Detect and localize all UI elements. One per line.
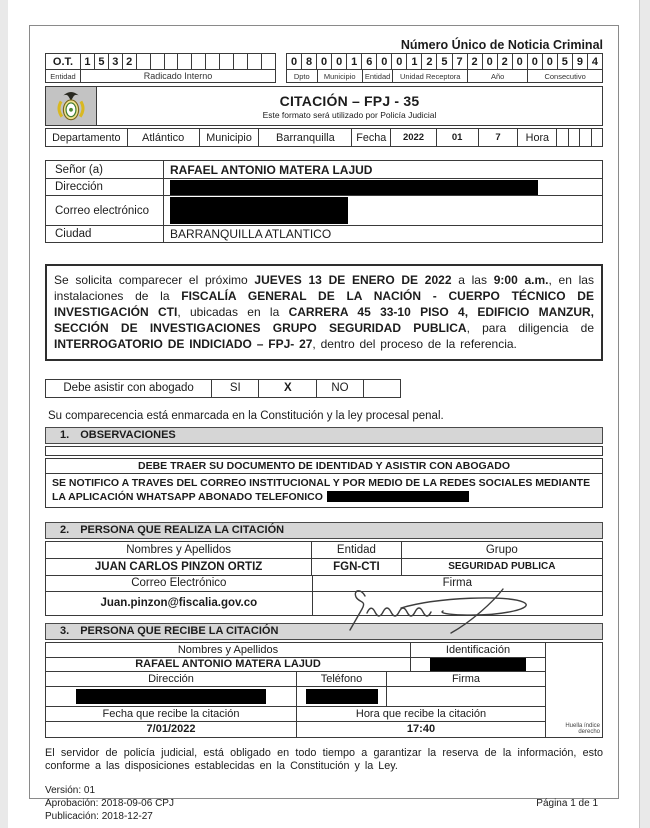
ciudad-value: BARRANQUILLA ATLANTICO xyxy=(170,227,332,241)
direccion-label: Dirección xyxy=(46,179,164,195)
version-block xyxy=(45,784,603,823)
ot-digit xyxy=(164,54,178,69)
nunc-digit: 0 xyxy=(512,54,527,69)
firma-value xyxy=(386,687,545,706)
ot-digit: 5 xyxy=(94,54,108,69)
entidad-label: Entidad xyxy=(311,542,400,558)
municipio-value: Barranquilla xyxy=(258,129,351,146)
huella-label: Huella índice derecho xyxy=(565,722,600,735)
form-title: CITACIÓN – FPJ - 35 xyxy=(279,92,420,109)
realiza-values-row xyxy=(46,558,602,575)
version-line: Versión: 01 xyxy=(45,784,96,796)
nunc-group-municipio: Municipio xyxy=(317,70,362,82)
nunc-digit: 5 xyxy=(557,54,572,69)
abogado-si-mark: X xyxy=(258,380,316,397)
ot-digit: 1 xyxy=(80,54,94,69)
direccion-value xyxy=(164,179,602,195)
nunc-digit: 2 xyxy=(497,54,512,69)
correo-electronico-value: Juan.pinzon@fiscalia.gov.co xyxy=(100,597,258,610)
section-number: 2. xyxy=(60,524,70,537)
summons-box xyxy=(45,264,603,361)
title-cell xyxy=(97,87,602,125)
form-subtitle: Este formato será utilizado por Policía Judicial xyxy=(262,109,437,120)
nunc-digit: 0 xyxy=(482,54,497,69)
reserva-paragraph: El servidor de policía judicial, está obligado en todo tiempo a garantizar la reserva de la información, esto conforme a las disposiciones establecidas en la Constitución y la Ley. xyxy=(45,746,603,773)
nunc-group-ano: Año xyxy=(467,70,527,82)
realiza-header-row xyxy=(46,542,602,558)
hora-label: Hora xyxy=(517,129,556,146)
observacion-line-2 xyxy=(46,474,602,507)
departamento-label: Departamento xyxy=(52,131,121,144)
correo-redaction xyxy=(170,197,348,224)
fiscalia-coat-of-arms-icon xyxy=(46,87,97,125)
nunc-digit: 0 xyxy=(290,55,298,68)
realiza-correo-header-row xyxy=(46,575,602,591)
meta-row xyxy=(45,128,603,147)
realiza-correo-values-row xyxy=(46,591,602,615)
ot-digit xyxy=(219,54,233,69)
hora-box xyxy=(556,129,567,146)
fecha-label: Fecha xyxy=(351,129,390,146)
direccion-redaction xyxy=(76,689,266,704)
aprobacion-line: Aprobación: 2018-09-06 CPJ xyxy=(45,797,174,809)
ot-digit xyxy=(191,54,205,69)
identificacion-redaction xyxy=(430,658,526,671)
nombres-apellidos-label: Nombres y Apellidos xyxy=(177,643,279,656)
observaciones-box xyxy=(45,458,603,508)
recipient-table xyxy=(45,160,603,243)
ot-table xyxy=(45,53,276,83)
section-title: PERSONA QUE RECIBE LA CITACIÓN xyxy=(80,625,279,638)
municipio-label: Municipio xyxy=(199,129,259,146)
fecha-month: 01 xyxy=(436,129,478,146)
fecha-recibe-value: 7/01/2022 xyxy=(146,723,196,736)
ot-digit xyxy=(261,54,275,69)
firma-label: Firma xyxy=(386,672,545,686)
direccion-label: Dirección xyxy=(148,672,194,685)
recibe-header-row xyxy=(46,643,545,657)
recibe-table xyxy=(45,642,603,738)
nombres-apellidos-value: JUAN CARLOS PINZON ORTIZ xyxy=(94,560,263,573)
section-header-recibe xyxy=(45,623,603,640)
document-page xyxy=(8,0,640,828)
recibe-dir-header-row xyxy=(46,671,545,686)
grupo-label: Grupo xyxy=(401,542,602,558)
publicacion-line: Publicación: 2018-12-27 xyxy=(45,810,153,822)
nunc-digit: 0 xyxy=(542,54,557,69)
abogado-si-label: SI xyxy=(211,380,258,397)
telefono-redaction xyxy=(306,689,378,704)
fecha-day: 7 xyxy=(478,129,518,146)
direccion-row xyxy=(46,178,602,195)
page-number: Página 1 de 1 xyxy=(536,797,598,809)
recibe-fecha-values-row xyxy=(46,721,545,737)
abogado-no-label: NO xyxy=(316,380,362,397)
ot-label: O.T. xyxy=(52,55,74,68)
ot-digit xyxy=(177,54,191,69)
recibe-values-row xyxy=(46,657,545,671)
grupo-value: SEGURIDAD PUBLICA xyxy=(401,559,602,575)
nunc-digit: 0 xyxy=(316,54,331,69)
identificacion-label: Identificación xyxy=(410,643,545,657)
ot-digit xyxy=(150,54,164,69)
correo-value xyxy=(164,196,602,225)
nunc-digit: 6 xyxy=(361,54,376,69)
ciudad-label: Ciudad xyxy=(46,226,164,242)
hora-box xyxy=(591,129,602,146)
firma-label: Firma xyxy=(312,576,602,591)
ciudad-row xyxy=(46,225,602,242)
ot-digit: 3 xyxy=(108,54,122,69)
ot-digit xyxy=(136,54,150,69)
nunc-title: Número Único de Noticia Criminal xyxy=(400,38,603,52)
nunc-digit: 8 xyxy=(301,54,316,69)
summons-paragraph: Se solicita comparecer el próximo JUEVES 13 DE ENERO DE 2022 a las 9:00 a.m., en las instalaciones de la FISCALÍA GENERAL DE LA NACIÓN - CUERPO TÉCNICO DE INVESTIGACIÓN CTI, ubicadas en la CARRERA 45 33-10 PISO 4, EDIFICIO MANZUR, SECCIÓN DE INVESTIGACIONES GRUPO SEGURIDAD PUBLICA, para diligencia de INTERROGATORIO DE INDICIADO – FPJ- 27, dentro del proceso de la referencia. xyxy=(54,273,595,351)
ot-entidad-label: Entidad xyxy=(50,71,76,81)
title-bar xyxy=(45,86,603,126)
nombres-apellidos-label: Nombres y Apellidos xyxy=(126,543,232,556)
nunc-digit-row xyxy=(287,54,602,69)
section-title: PERSONA QUE REALIZA LA CITACIÓN xyxy=(80,524,285,537)
section-number: 3. xyxy=(60,625,70,638)
identificacion-value xyxy=(410,658,545,671)
nombres-apellidos-value: RAFAEL ANTONIO MATERA LAJUD xyxy=(135,658,321,671)
ot-digit xyxy=(233,54,247,69)
senor-row xyxy=(46,161,602,178)
fecha-recibe-label: Fecha que recibe la citación xyxy=(102,707,240,720)
nunc-group-entidad: Entidad xyxy=(362,70,393,82)
hora-box xyxy=(568,129,579,146)
nunc-digit: 9 xyxy=(572,54,587,69)
nunc-digit: 1 xyxy=(346,54,361,69)
nunc-digit: 5 xyxy=(436,54,451,69)
hora-recibe-value: 17:40 xyxy=(296,722,545,737)
ot-radicado-label: Radicado Interno xyxy=(80,70,275,82)
ot-digit xyxy=(247,54,261,69)
nunc-digit: 0 xyxy=(376,54,391,69)
direccion-redaction xyxy=(170,180,538,195)
hora-recibe-label: Hora que recibe la citación xyxy=(296,707,545,721)
ot-label-row xyxy=(46,69,275,82)
observacion-line-2-text: SE NOTIFICO A TRAVES DEL CORREO INSTITUCIONAL Y POR MEDIO DE LA REDES SOCIALES MEDIANTE LA APLICACIÓN WHATSAPP ABONADO TELEFONICO xyxy=(52,476,591,503)
nunc-digit: 7 xyxy=(452,54,467,69)
nunc-digit: 4 xyxy=(587,54,602,69)
section-number: 1. xyxy=(60,429,70,442)
legal-note: Su comparecencia está enmarcada en la Constitución y la ley procesal penal. xyxy=(48,409,444,422)
nunc-label-row xyxy=(287,69,602,82)
abogado-no-mark xyxy=(363,380,400,397)
fecha-year: 2022 xyxy=(390,129,436,146)
nunc-table xyxy=(286,53,603,83)
hora-box xyxy=(579,129,590,146)
ot-digit: 2 xyxy=(122,54,136,69)
header-number-tables xyxy=(45,53,603,83)
document-frame xyxy=(29,25,619,822)
ot-digit-row xyxy=(46,54,275,69)
observaciones-empty-row xyxy=(45,446,603,456)
direccion-value xyxy=(46,687,296,706)
realiza-table xyxy=(45,541,603,616)
recibe-main-columns xyxy=(46,643,545,737)
senor-label: Señor (a) xyxy=(46,161,164,178)
correo-electronico-label: Correo Electrónico xyxy=(131,577,227,590)
correo-label: Correo electrónico xyxy=(46,196,164,225)
section-title: OBSERVACIONES xyxy=(80,429,176,442)
phone-redaction xyxy=(327,491,469,502)
nunc-digit: 0 xyxy=(331,54,346,69)
observacion-line-1: DEBE TRAER SU DOCUMENTO DE IDENTIDAD Y ASISTIR CON ABOGADO xyxy=(46,459,602,474)
nunc-digit: 0 xyxy=(527,54,542,69)
section-header-observaciones xyxy=(45,427,603,444)
telefono-value xyxy=(296,687,386,706)
senor-value: RAFAEL ANTONIO MATERA LAJUD xyxy=(170,162,373,177)
nunc-digit: 2 xyxy=(421,54,436,69)
nunc-digit: 2 xyxy=(467,54,482,69)
nunc-group-dpto: Dpto xyxy=(293,71,310,81)
fingerprint-box xyxy=(545,643,602,737)
correo-row xyxy=(46,195,602,225)
abogado-table xyxy=(45,379,401,398)
telefono-label: Teléfono xyxy=(296,672,386,686)
nunc-digit: 0 xyxy=(391,54,406,69)
firma-signature-cell xyxy=(312,592,602,615)
recibe-fecha-header-row xyxy=(46,706,545,721)
departamento-value: Atlántico xyxy=(127,129,199,146)
abogado-label: Debe asistir con abogado xyxy=(63,382,194,395)
entidad-value: FGN-CTI xyxy=(311,559,400,575)
nunc-digit: 1 xyxy=(406,54,421,69)
ot-digit xyxy=(205,54,219,69)
section-header-realiza xyxy=(45,522,603,539)
nunc-group-unidad: Unidad Receptora xyxy=(392,70,467,82)
recibe-dir-values-row xyxy=(46,686,545,706)
nunc-group-consecutivo: Consecutivo xyxy=(527,70,602,82)
